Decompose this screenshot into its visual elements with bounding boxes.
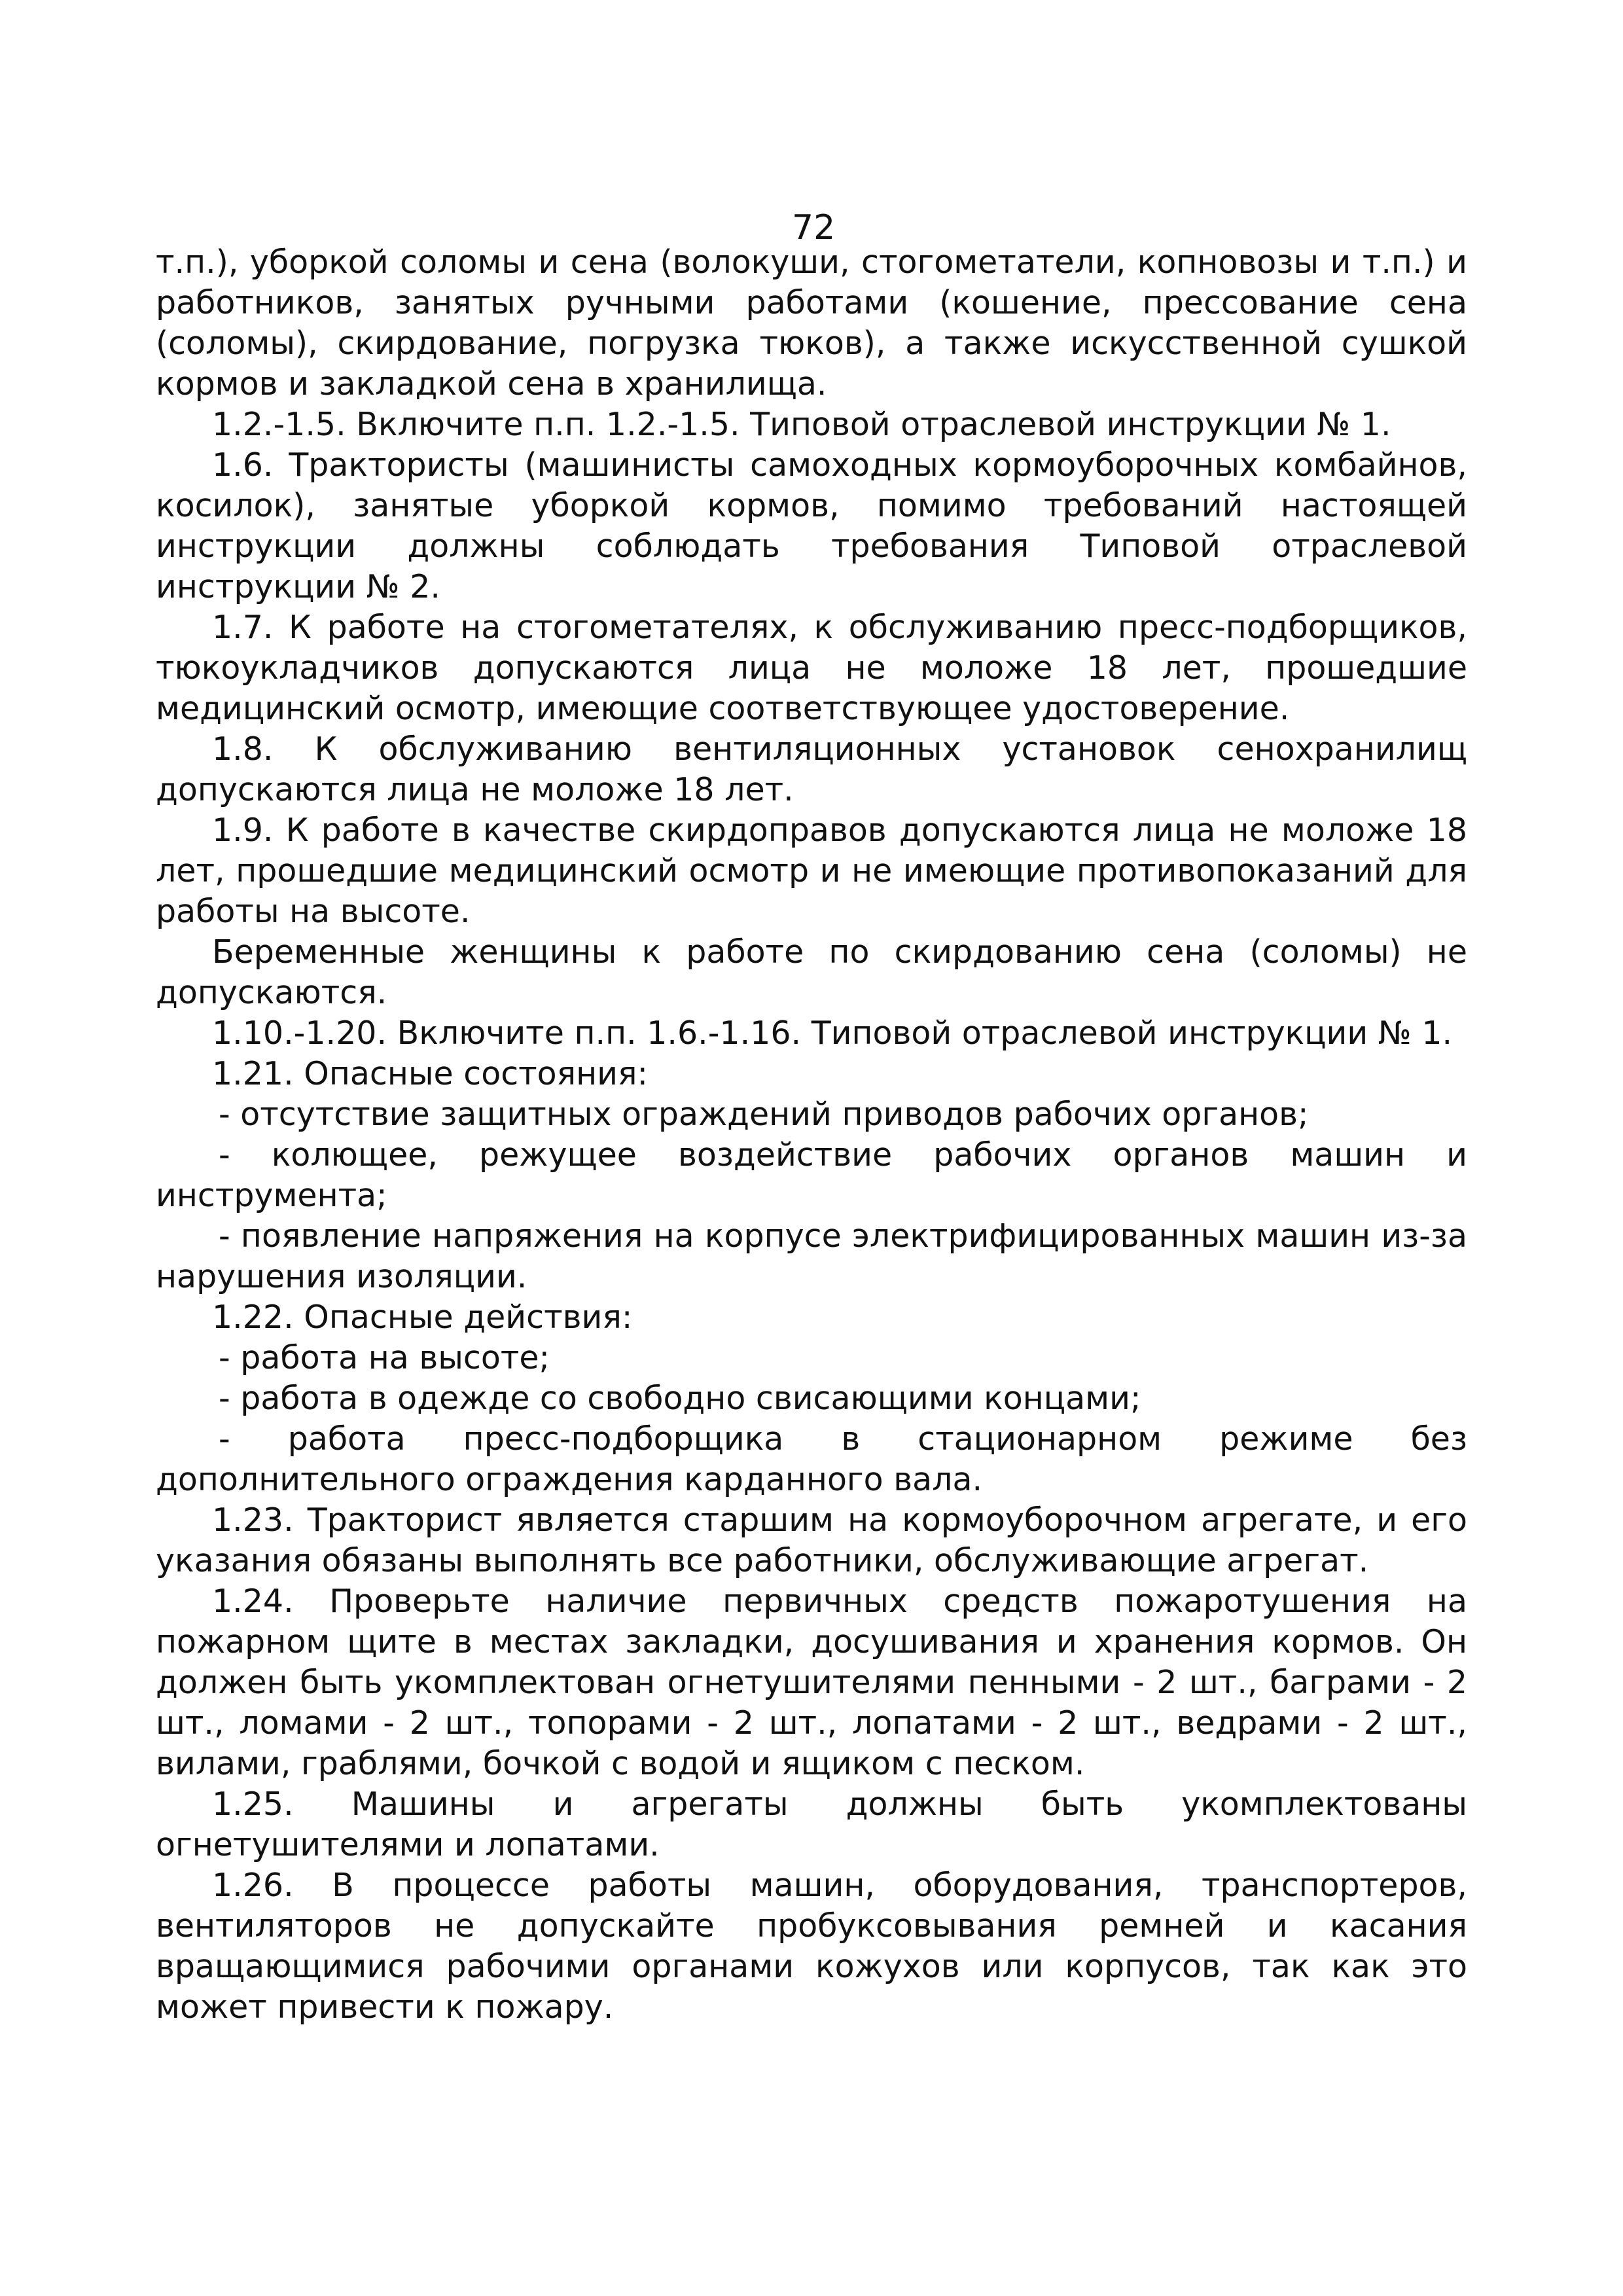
paragraph-1-22: 1.22. Опасные действия:: [212, 1299, 633, 1336]
page-number: 72: [792, 208, 836, 247]
paragraph-1-26: 1.26. В процессе работы машин, оборудования, транспортеров, вентиляторов не допускайте пробуксовывания ремней и касания вращающимися рабочими органами кожухов или корпусов, так как это может привести к пожару.: [156, 1867, 1467, 2026]
paragraph-1-2-1-5: 1.2.-1.5. Включите п.п. 1.2.-1.5. Типовой отраслевой инструкции № 1.: [212, 406, 1391, 443]
list-item-hazard-state: - колющее, режущее воздействие рабочих органов машин и инструмента;: [156, 1136, 1467, 1214]
paragraph-1-24: 1.24. Проверьте наличие первичных средств пожаротушения на пожарном щите в местах закладки, досушивания и хранения кормов. Он должен быть укомплектован огнетушителями пенными - 2 шт., баграми - 2 шт., ломами - 2 шт., топорами - 2 шт., лопатами - 2 шт., ведрами - 2 шт., вилами, граблями, бочкой с водой и ящиком с песком.: [156, 1583, 1467, 1782]
list-item-hazard-state: - появление напряжения на корпусе электрифицированных машин из-за нарушения изоляции.: [156, 1217, 1467, 1295]
list-item-hazard-action: - работа пресс-подборщика в стационарном режиме без дополнительного ограждения карданного вала.: [156, 1420, 1467, 1498]
paragraph-1-7: 1.7. К работе на стогометателях, к обслуживанию пресс-подборщиков, тюкоукладчиков допускаются лица не моложе 18 лет, прошедшие медицинский осмотр, имеющие соответствующее удостоверение.: [156, 609, 1467, 727]
paragraph-1-10-1-20: 1.10.-1.20. Включите п.п. 1.6.-1.16. Типовой отраслевой инструкции № 1.: [212, 1014, 1453, 1052]
list-item-hazard-state: - отсутствие защитных ограждений приводов рабочих органов;: [219, 1096, 1309, 1133]
paragraph-1-25: 1.25. Машины и агрегаты должны быть укомплектованы огнетушителями и лопатами.: [156, 1785, 1467, 1863]
paragraph-1-6: 1.6. Трактористы (машинисты самоходных кормоуборочных комбайнов, косилок), занятые уборкой кормов, помимо требований настоящей инструкции должны соблюдать требования Типовой отраслевой инструкции № 2.: [156, 446, 1467, 605]
paragraph-1-9: 1.9. К работе в качестве скирдоправов допускаются лица не моложе 18 лет, прошедшие медицинский осмотр и не имеющие противопоказаний для работы на высоте.: [156, 812, 1467, 930]
paragraph-1-8: 1.8. К обслуживанию вентиляционных установок сенохранилищ допускаются лица не моложе 18 лет.: [156, 730, 1467, 808]
paragraph-continuation: т.п.), уборкой соломы и сена (волокуши, стогометатели, копновозы и т.п.) и работников, занятых ручными работами (кошение, прессование сена (соломы), скирдование, погрузка тюков), а также искусственной сушкой кормов и закладкой сена в хранилища.: [156, 243, 1467, 403]
list-item-hazard-action: - работа в одежде со свободно свисающими концами;: [219, 1380, 1141, 1417]
list-item-hazard-action: - работа на высоте;: [219, 1339, 550, 1376]
paragraph-1-21: 1.21. Опасные состояния:: [212, 1055, 648, 1092]
paragraph-pregnant-women: Беременные женщины к работе по скирдованию сена (соломы) не допускаются.: [156, 933, 1467, 1011]
instruction-text: [156, 242, 1467, 2028]
paragraph-1-23: 1.23. Тракторист является старшим на кормоуборочном агрегате, и его указания обязаны выполнять все работники, обслуживающие агрегат.: [156, 1501, 1467, 1579]
